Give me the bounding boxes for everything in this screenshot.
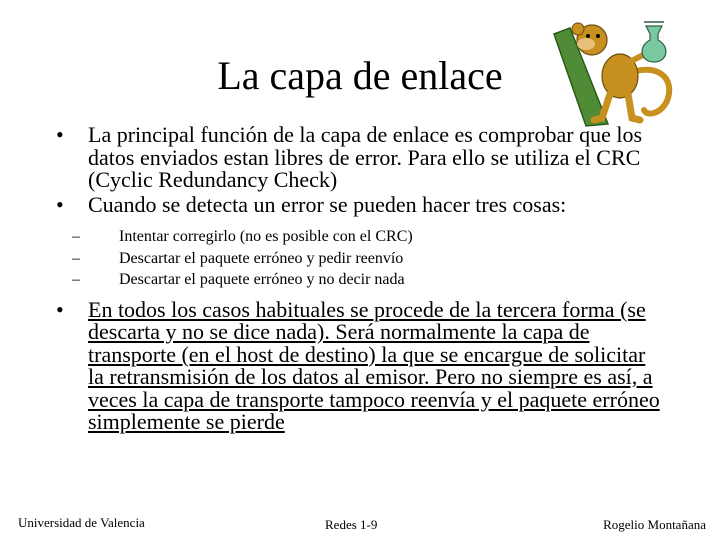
bullet-text: La principal función de la capa de enlace es comprobar que los datos enviados estan libres de error. Para ello se utiliza el CRC (Cyclic Redundancy Check)	[88, 122, 643, 192]
monkey-with-flask-icon	[548, 14, 678, 134]
bullet-item	[56, 124, 666, 192]
bullet-marker: •	[56, 296, 64, 322]
bullet-text: En todos los casos habituales se procede de la tercera forma (se descarta y no se dice nada). Será normalmente la capa de transporte (en el host de destino) la que se encargue de solicitar la retransmisión de los datos al emisor. Pero no siempre es así, a veces la capa de transporte tampoco reenvía y el paquete erróneo simplemente se pierde	[88, 296, 660, 434]
sub-bullet-marker: –	[72, 249, 80, 267]
bullet-list	[56, 124, 666, 434]
footer-author: Rogelio Montañana	[603, 517, 706, 532]
bullet-text: Cuando se detecta un error se pueden hacer tres cosas:	[88, 191, 567, 217]
footer-slide-number: Redes 1-9	[325, 517, 378, 532]
sub-bullet-text: Descartar el paquete erróneo y pedir reenvío	[119, 249, 404, 267]
footer-university: Universidad de Valencia	[18, 515, 145, 530]
bullet-item	[56, 296, 666, 434]
bullet-marker: •	[56, 122, 64, 147]
slide-title: La capa de enlace	[217, 53, 503, 98]
bullet-marker: •	[56, 191, 64, 217]
sub-bullet-text: Descartar el paquete erróneo y no decir nada	[119, 271, 405, 288]
bullet-item	[56, 191, 666, 217]
sub-bullet-text: Intentar corregirlo (no es posible con el CRC)	[119, 228, 413, 245]
sub-bullet-marker: –	[72, 228, 80, 245]
sub-bullet-item	[72, 248, 666, 270]
sub-bullet-item	[72, 269, 666, 291]
sub-bullet-item	[72, 226, 666, 248]
sub-bullet-marker: –	[72, 271, 80, 288]
sub-bullet-list	[72, 226, 666, 291]
